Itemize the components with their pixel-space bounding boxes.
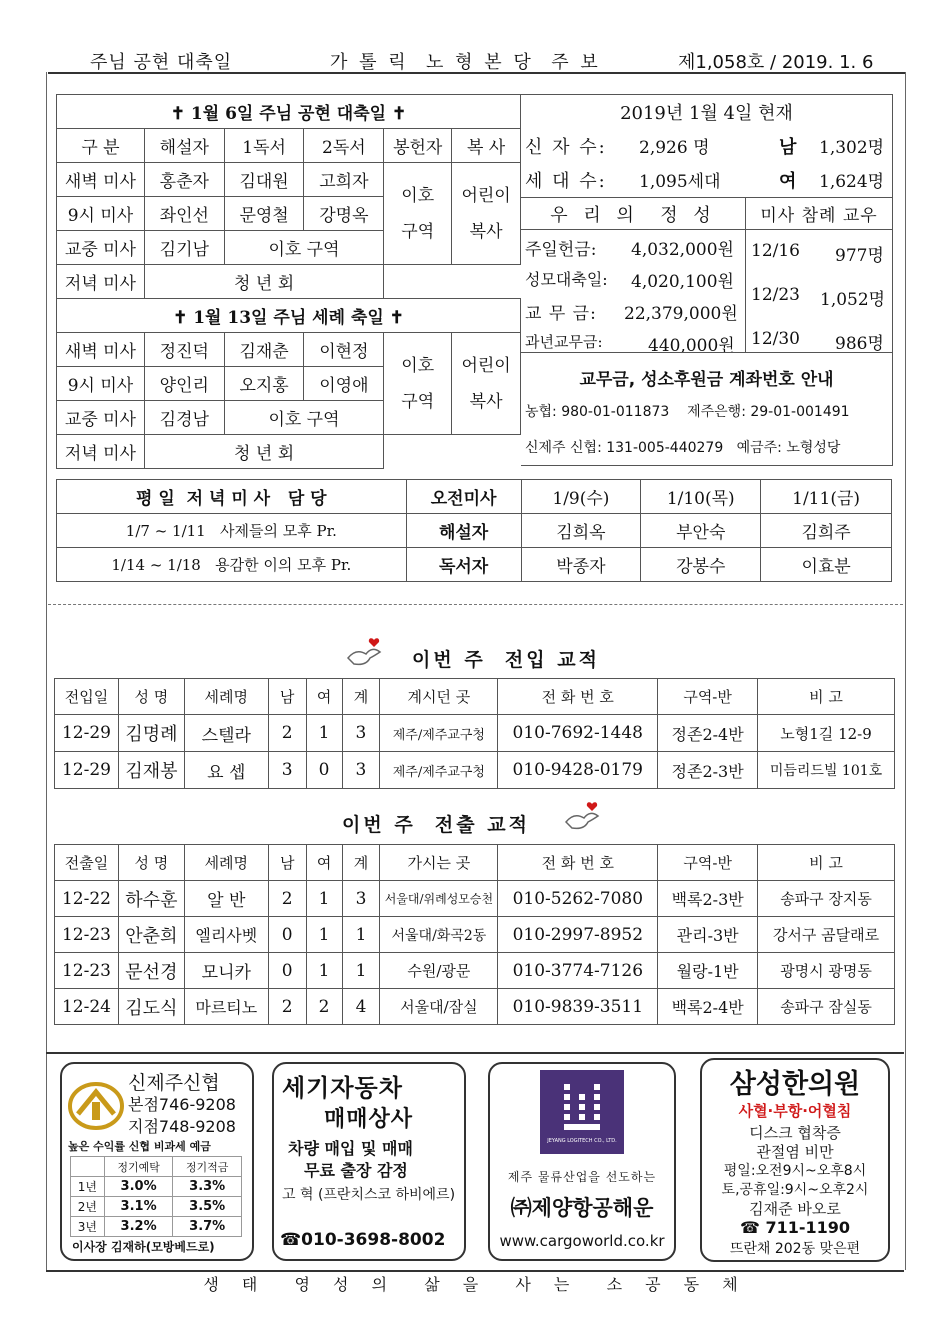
believers-label: 신 자 수: (525, 137, 607, 158)
offering-value: 440,000원 (648, 336, 735, 356)
total-cell: 3 (342, 715, 380, 752)
car-dealer-sub: 매매상사 (324, 1107, 414, 1132)
reader1: 김재춘 (224, 333, 304, 367)
district-cell: 백록2-4반 (658, 989, 758, 1025)
rate-header-blank (71, 1157, 105, 1177)
commentator: 김희주 (761, 514, 892, 548)
col-header: 성 명 (118, 679, 184, 715)
female-cell: 1 (306, 881, 342, 917)
male-cell: 2 (268, 881, 306, 917)
name-cell: 문선경 (118, 953, 184, 989)
weekday-date: 1/10(목) (641, 480, 761, 514)
reader1: 김대원 (224, 163, 304, 197)
reader2: 이현정 (304, 333, 384, 367)
header-right: 제1,058호 / 2019. 1. 6 (678, 52, 874, 73)
offerings-title-rule (521, 229, 892, 230)
mass-name: 새벽 미사 (57, 333, 145, 367)
district-cell: 정존2-3반 (658, 752, 758, 789)
destination-cell: 서울대/위례성모승천 (380, 881, 498, 917)
female-label: 여 (779, 171, 797, 192)
col-header: 계 (342, 679, 380, 715)
mass-name: 새벽 미사 (57, 163, 145, 197)
accounts-line2: 신제주 신협: 131-005-440279 예금주: 노형성당 (525, 440, 841, 456)
rate-term: 3년 (71, 1217, 105, 1237)
reader2: 고희자 (304, 163, 384, 197)
stats-date: 2019년 1월 4일 현재 (620, 103, 793, 124)
rate-value: 3.0% (104, 1177, 173, 1197)
offerings-title: 우 리 의 정 성 (550, 205, 716, 226)
name-cell: 안춘희 (118, 917, 184, 953)
total-cell: 1 (342, 917, 380, 953)
clinic-name: 삼성한의원 (729, 1069, 861, 1100)
commentator-label: 해설자 (406, 514, 521, 548)
mass-name: 저녁 미사 (57, 265, 145, 299)
mass-name: 9시 미사 (57, 197, 145, 231)
reader: 강봉수 (641, 548, 761, 582)
attendance-date: 12/30 (751, 329, 800, 349)
rate-col-header: 정기예탁 (104, 1157, 173, 1177)
car-dealer-person: 고 혁 (프란치스코 하비에르) (282, 1187, 456, 1203)
date-cell: 12-23 (55, 953, 119, 989)
origin-cell: 제주/제주교구청 (380, 715, 498, 752)
dove-icon (562, 800, 602, 838)
male-cell: 3 (268, 752, 306, 789)
accounts-line1: 농협: 980-01-011873 제주은행: 29-01-001491 (525, 404, 850, 420)
rate-value: 3.3% (173, 1177, 242, 1197)
col-header: 여 (306, 845, 342, 881)
total-cell: 3 (342, 752, 380, 789)
female-cell: 1 (306, 953, 342, 989)
header (48, 46, 908, 74)
attendance-count: 1,052명 (820, 290, 886, 310)
ad-car-dealer (272, 1062, 466, 1261)
male-cell: 0 (268, 953, 306, 989)
note-cell: 미듬리드빌 101호 (758, 752, 895, 789)
col-header: 남 (268, 679, 306, 715)
section-dashed-divider (48, 604, 903, 605)
header-left: 주님 공현 대축일 (90, 52, 233, 73)
car-dealer-line2: 무료 출장 감정 (304, 1161, 408, 1180)
male-cell: 2 (268, 989, 306, 1025)
col-header: 구 분 (57, 129, 145, 163)
car-dealer-line1: 차량 매입 및 매매 (288, 1139, 413, 1158)
offering-label: 주일헌금: (525, 240, 597, 260)
commentator: 김기남 (144, 231, 224, 265)
commentator: 정진덕 (144, 333, 224, 367)
mass-schedule-table (56, 94, 521, 469)
note-cell: 노형1길 12-9 (758, 715, 895, 752)
date-cell: 12-23 (55, 917, 119, 953)
households-label: 세 대 수: (525, 171, 607, 192)
female-cell: 0 (306, 752, 342, 789)
col-header: 구역-반 (658, 679, 758, 715)
female-value: 1,624명 (819, 172, 885, 192)
credit-union-logo-icon (68, 1080, 124, 1136)
district-cell: 백록2-3반 (658, 881, 758, 917)
male-cell: 0 (268, 917, 306, 953)
credit-union-branch2: 지점748-9208 (128, 1117, 236, 1136)
col-header: 전출일 (55, 845, 119, 881)
district-cell: 관리-3반 (658, 917, 758, 953)
credit-union-name: 신제주신협 (128, 1072, 220, 1094)
name-cell: 하수훈 (118, 881, 184, 917)
evening-group: 청 년 회 (144, 435, 383, 469)
phone-cell: 010-7692-1448 (498, 715, 658, 752)
readers: 이호 구역 (224, 231, 384, 265)
car-dealer-name: 세기자동차 (282, 1074, 403, 1102)
clinic-hours-weekend: 토,공휴일:9시~오후2시 (721, 1182, 869, 1198)
evening-duty-row: 1/7 ~ 1/11 사제들의 모후 Pr. (57, 514, 407, 548)
destination-cell: 서울대/잠실 (380, 989, 498, 1025)
households-value: 1,095세대 (639, 172, 721, 192)
clinic-phone: ☎ 711-1190 (739, 1218, 851, 1237)
clinic-doctor: 김재준 바오로 (749, 1200, 841, 1218)
transfer-in-title: 이번 주 전입 교적 (412, 649, 600, 671)
credit-union-footer: 이사장 김재하(모방베드로) (72, 1240, 215, 1254)
district-cell: 정존2-4반 (658, 715, 758, 752)
table-row (55, 989, 895, 1025)
offering-label: 교 무 금: (525, 304, 597, 324)
footer-motto: 생 태 영 성 의 삶 을 사 는 소 공 동 체 (203, 1275, 747, 1294)
col-header: 가시는 곳 (380, 845, 498, 881)
reader: 이효분 (761, 548, 892, 582)
clinic-sub: 사혈·부항·어혈침 (738, 1102, 852, 1120)
rate-value: 3.2% (104, 1217, 173, 1237)
rate-col-header: 정기적금 (173, 1157, 242, 1177)
header-center: 가 톨 릭 노 형 본 당 주 보 (330, 52, 601, 73)
ad-logistics (488, 1062, 676, 1261)
offering-value: 4,020,100원 (631, 272, 734, 292)
schedule1-title: ✝ 1월 6일 주님 공현 대축일 ✝ (57, 95, 521, 129)
table-row (55, 917, 895, 953)
logistics-url: www.cargoworld.co.kr (499, 1232, 665, 1250)
jeyang-logo-text: JEYANG LOGITECH CO., LTD. (547, 1138, 617, 1144)
offering-value: 4,032,000원 (631, 240, 734, 260)
phone-cell: 010-5262-7080 (498, 881, 658, 917)
female-cell: 1 (306, 715, 342, 752)
logistics-name: ㈜제양항공해운 (510, 1196, 654, 1220)
transfer-in-table (54, 678, 895, 789)
phone-cell: 010-9428-0179 (498, 752, 658, 789)
evening-duty-row: 1/14 ~ 1/18 용감한 이의 모후 Pr. (57, 548, 407, 582)
evening-duty-title: 평 일 저 녁 미 사 담 당 (57, 480, 407, 514)
reader: 박종자 (521, 548, 641, 582)
district-cell: 월랑-1반 (658, 953, 758, 989)
attendance-date: 12/16 (751, 241, 800, 261)
rate-term: 1년 (71, 1177, 105, 1197)
attendance-count: 977명 (835, 246, 884, 266)
stats-panel (521, 94, 893, 466)
male-value: 1,302명 (819, 138, 885, 158)
date-cell: 12-22 (55, 881, 119, 917)
transfer-out-title: 이번 주 전출 교적 (342, 814, 530, 836)
rate-value: 3.1% (104, 1197, 173, 1217)
total-cell: 4 (342, 989, 380, 1025)
date-cell: 12-24 (55, 989, 119, 1025)
readers: 이호 구역 (224, 401, 384, 435)
table-row (55, 881, 895, 917)
col-header: 전입일 (55, 679, 119, 715)
car-dealer-phone: ☎010-3698-8002 (280, 1230, 446, 1250)
baptism-cell: 스텔라 (184, 715, 268, 752)
phone-cell: 010-2997-8952 (498, 917, 658, 953)
evening-group: 청 년 회 (144, 265, 383, 299)
col-header: 1독서 (224, 129, 304, 163)
weekday-date: 1/9(수) (521, 480, 641, 514)
clinic-line2: 관절염 비만 (756, 1143, 834, 1161)
name-cell: 김도식 (118, 989, 184, 1025)
logistics-slogan: 제주 물류산업을 선도하는 (507, 1170, 657, 1184)
accounts-title: 교무금, 성소후원금 계좌번호 안내 (579, 370, 834, 390)
clinic-address: 뜨란채 202동 맞은편 (729, 1241, 861, 1257)
ad-credit-union (60, 1062, 254, 1261)
offering-value: 22,379,000원 (624, 304, 738, 324)
col-header: 해설자 (144, 129, 224, 163)
commentator: 홍춘자 (144, 163, 224, 197)
phone-cell: 010-9839-3511 (498, 989, 658, 1025)
schedule2-title: ✝ 1월 13일 주님 세례 축일 ✝ (57, 299, 521, 333)
col-header: 세례명 (184, 679, 268, 715)
commentator: 김경남 (144, 401, 224, 435)
date-cell: 12-29 (55, 715, 119, 752)
total-cell: 1 (342, 953, 380, 989)
col-header: 복 사 (452, 129, 521, 163)
rate-table (70, 1156, 242, 1237)
origin-cell: 제주/제주교구청 (380, 752, 498, 789)
col-header: 계 (342, 845, 380, 881)
mass-name: 9시 미사 (57, 367, 145, 401)
commentator: 부안숙 (641, 514, 761, 548)
col-header: 구역-반 (658, 845, 758, 881)
commentator: 양인리 (144, 367, 224, 401)
rate-term: 2년 (71, 1197, 105, 1217)
reader-label: 독서자 (406, 548, 521, 582)
destination-cell: 수원/광문 (380, 953, 498, 989)
believers-value: 2,926 명 (639, 138, 710, 158)
ad-clinic (700, 1058, 890, 1262)
male-label: 남 (779, 137, 797, 158)
date-cell: 12-29 (55, 752, 119, 789)
commentator: 김희옥 (521, 514, 641, 548)
note-cell: 송파구 장지동 (758, 881, 895, 917)
mass-name: 교중 미사 (57, 401, 145, 435)
baptism-cell: 요 셉 (184, 752, 268, 789)
female-cell: 2 (306, 989, 342, 1025)
accounts-divider (521, 352, 892, 353)
name-cell: 김재봉 (118, 752, 184, 789)
mass-name: 교중 미사 (57, 231, 145, 265)
col-header: 여 (306, 679, 342, 715)
clinic-line1: 디스크 협착증 (749, 1124, 841, 1142)
offering-group: 이호 구역 (384, 163, 452, 265)
reader1: 문영철 (224, 197, 304, 231)
offering-label: 성모대축일: (525, 270, 608, 289)
col-header: 봉헌자 (384, 129, 452, 163)
male-cell: 2 (268, 715, 306, 752)
attendance-date: 12/23 (751, 285, 800, 305)
col-header: 비 고 (758, 845, 895, 881)
reader1: 오지홍 (224, 367, 304, 401)
offering-label: 과년교무금: (525, 333, 603, 351)
mass-name: 저녁 미사 (57, 435, 145, 469)
morning-mass-title: 오전미사 (406, 480, 521, 514)
table-row (55, 752, 895, 789)
table-row (55, 715, 895, 752)
note-cell: 강서구 곰달래로 (758, 917, 895, 953)
offering-group: 이호 구역 (384, 333, 452, 435)
col-header: 전 화 번 호 (498, 845, 658, 881)
table-row (55, 953, 895, 989)
col-header: 남 (268, 845, 306, 881)
rate-value: 3.5% (173, 1197, 242, 1217)
name-cell: 김명례 (118, 715, 184, 752)
credit-union-branch1: 본점746-9208 (128, 1095, 236, 1114)
baptism-cell: 모니카 (184, 953, 268, 989)
note-cell: 송파구 잠실동 (758, 989, 895, 1025)
note-cell: 광명시 광명동 (758, 953, 895, 989)
col-header: 비 고 (758, 679, 895, 715)
phone-cell: 010-3774-7126 (498, 953, 658, 989)
attendance-count: 986명 (835, 334, 884, 354)
credit-union-tagline: 높은 수익률 신협 비과세 예금 (68, 1140, 211, 1153)
clinic-hours-weekday: 평일:오전9시~오후8시 (723, 1163, 867, 1179)
col-header: 계시던 곳 (380, 679, 498, 715)
reader2: 강명옥 (304, 197, 384, 231)
altar-server-group: 어린이 복사 (452, 333, 521, 435)
transfer-out-table (54, 844, 895, 1025)
altar-server-group: 어린이 복사 (452, 163, 521, 265)
total-cell: 3 (342, 881, 380, 917)
destination-cell: 서울대/화곡2동 (380, 917, 498, 953)
weekday-date: 1/11(금) (761, 480, 892, 514)
commentator: 좌인선 (144, 197, 224, 231)
col-header: 2독서 (304, 129, 384, 163)
attendance-title: 미사 참례 교우 (760, 206, 878, 226)
stats-divider (521, 197, 892, 198)
col-header: 세례명 (184, 845, 268, 881)
col-header: 전 화 번 호 (498, 679, 658, 715)
dove-icon (344, 636, 384, 674)
baptism-cell: 마르티노 (184, 989, 268, 1025)
weekday-mass-table (56, 479, 892, 582)
jeyang-logo-icon (540, 1070, 624, 1154)
reader2: 이영애 (304, 367, 384, 401)
rate-value: 3.7% (173, 1217, 242, 1237)
col-header: 성 명 (118, 845, 184, 881)
female-cell: 1 (306, 917, 342, 953)
baptism-cell: 엘리사벳 (184, 917, 268, 953)
baptism-cell: 알 반 (184, 881, 268, 917)
